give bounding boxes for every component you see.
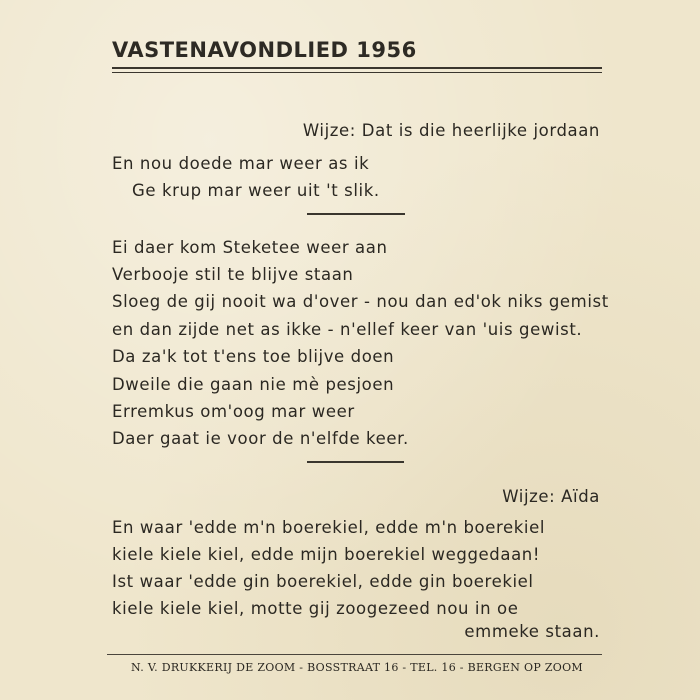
section-divider	[307, 461, 404, 463]
verse-line: kiele kiele kiel, motte gij zoogezeed nou in oe	[112, 599, 519, 618]
title-rule-thin	[112, 72, 602, 73]
verse-line: Ei daer kom Steketee weer aan	[112, 238, 388, 257]
tune-label-2: Wijze: Aïda	[502, 487, 600, 506]
verse-line: Dweile die gaan nie mè pesjoen	[112, 375, 395, 394]
verse-line: Erremkus om'oog mar weer	[112, 402, 355, 421]
verse-line: Daer gaat ie voor de n'elfde keer.	[112, 429, 409, 448]
tune-label-1: Wijze: Dat is die heerlijke jordaan	[302, 121, 600, 140]
verse-line: Verbooje stil te blijve staan	[112, 265, 354, 284]
footer-rule	[107, 654, 602, 655]
verse-line: Ist waar 'edde gin boerekiel, edde gin boerekiel	[112, 572, 534, 591]
page-title: VASTENAVONDLIED 1956	[112, 38, 417, 62]
title-rule-thick	[112, 67, 602, 69]
verse-line: en dan zijde net as ikke - n'ellef keer van 'uis gewist.	[112, 320, 583, 339]
verse-line: En waar 'edde m'n boerekiel, edde m'n boerekiel	[112, 518, 546, 537]
verse-line: emmeke staan.	[464, 622, 600, 641]
verse-line: Sloeg de gij nooit wa d'over - nou dan ed'ok niks gemist	[112, 292, 609, 311]
section-divider	[307, 213, 405, 215]
verse-line: Da za'k tot t'ens toe blijve doen	[112, 347, 395, 366]
printer-footer: N. V. DRUKKERIJ DE ZOOM - BOSSTRAAT 16 - TEL. 16 - BERGEN OP ZOOM	[131, 661, 583, 674]
verse-line: kiele kiele kiel, edde mijn boerekiel weggedaan!	[112, 545, 541, 564]
verse-line: Ge krup mar weer uit 't slik.	[132, 181, 380, 200]
verse-line: En nou doede mar weer as ik	[112, 154, 370, 173]
